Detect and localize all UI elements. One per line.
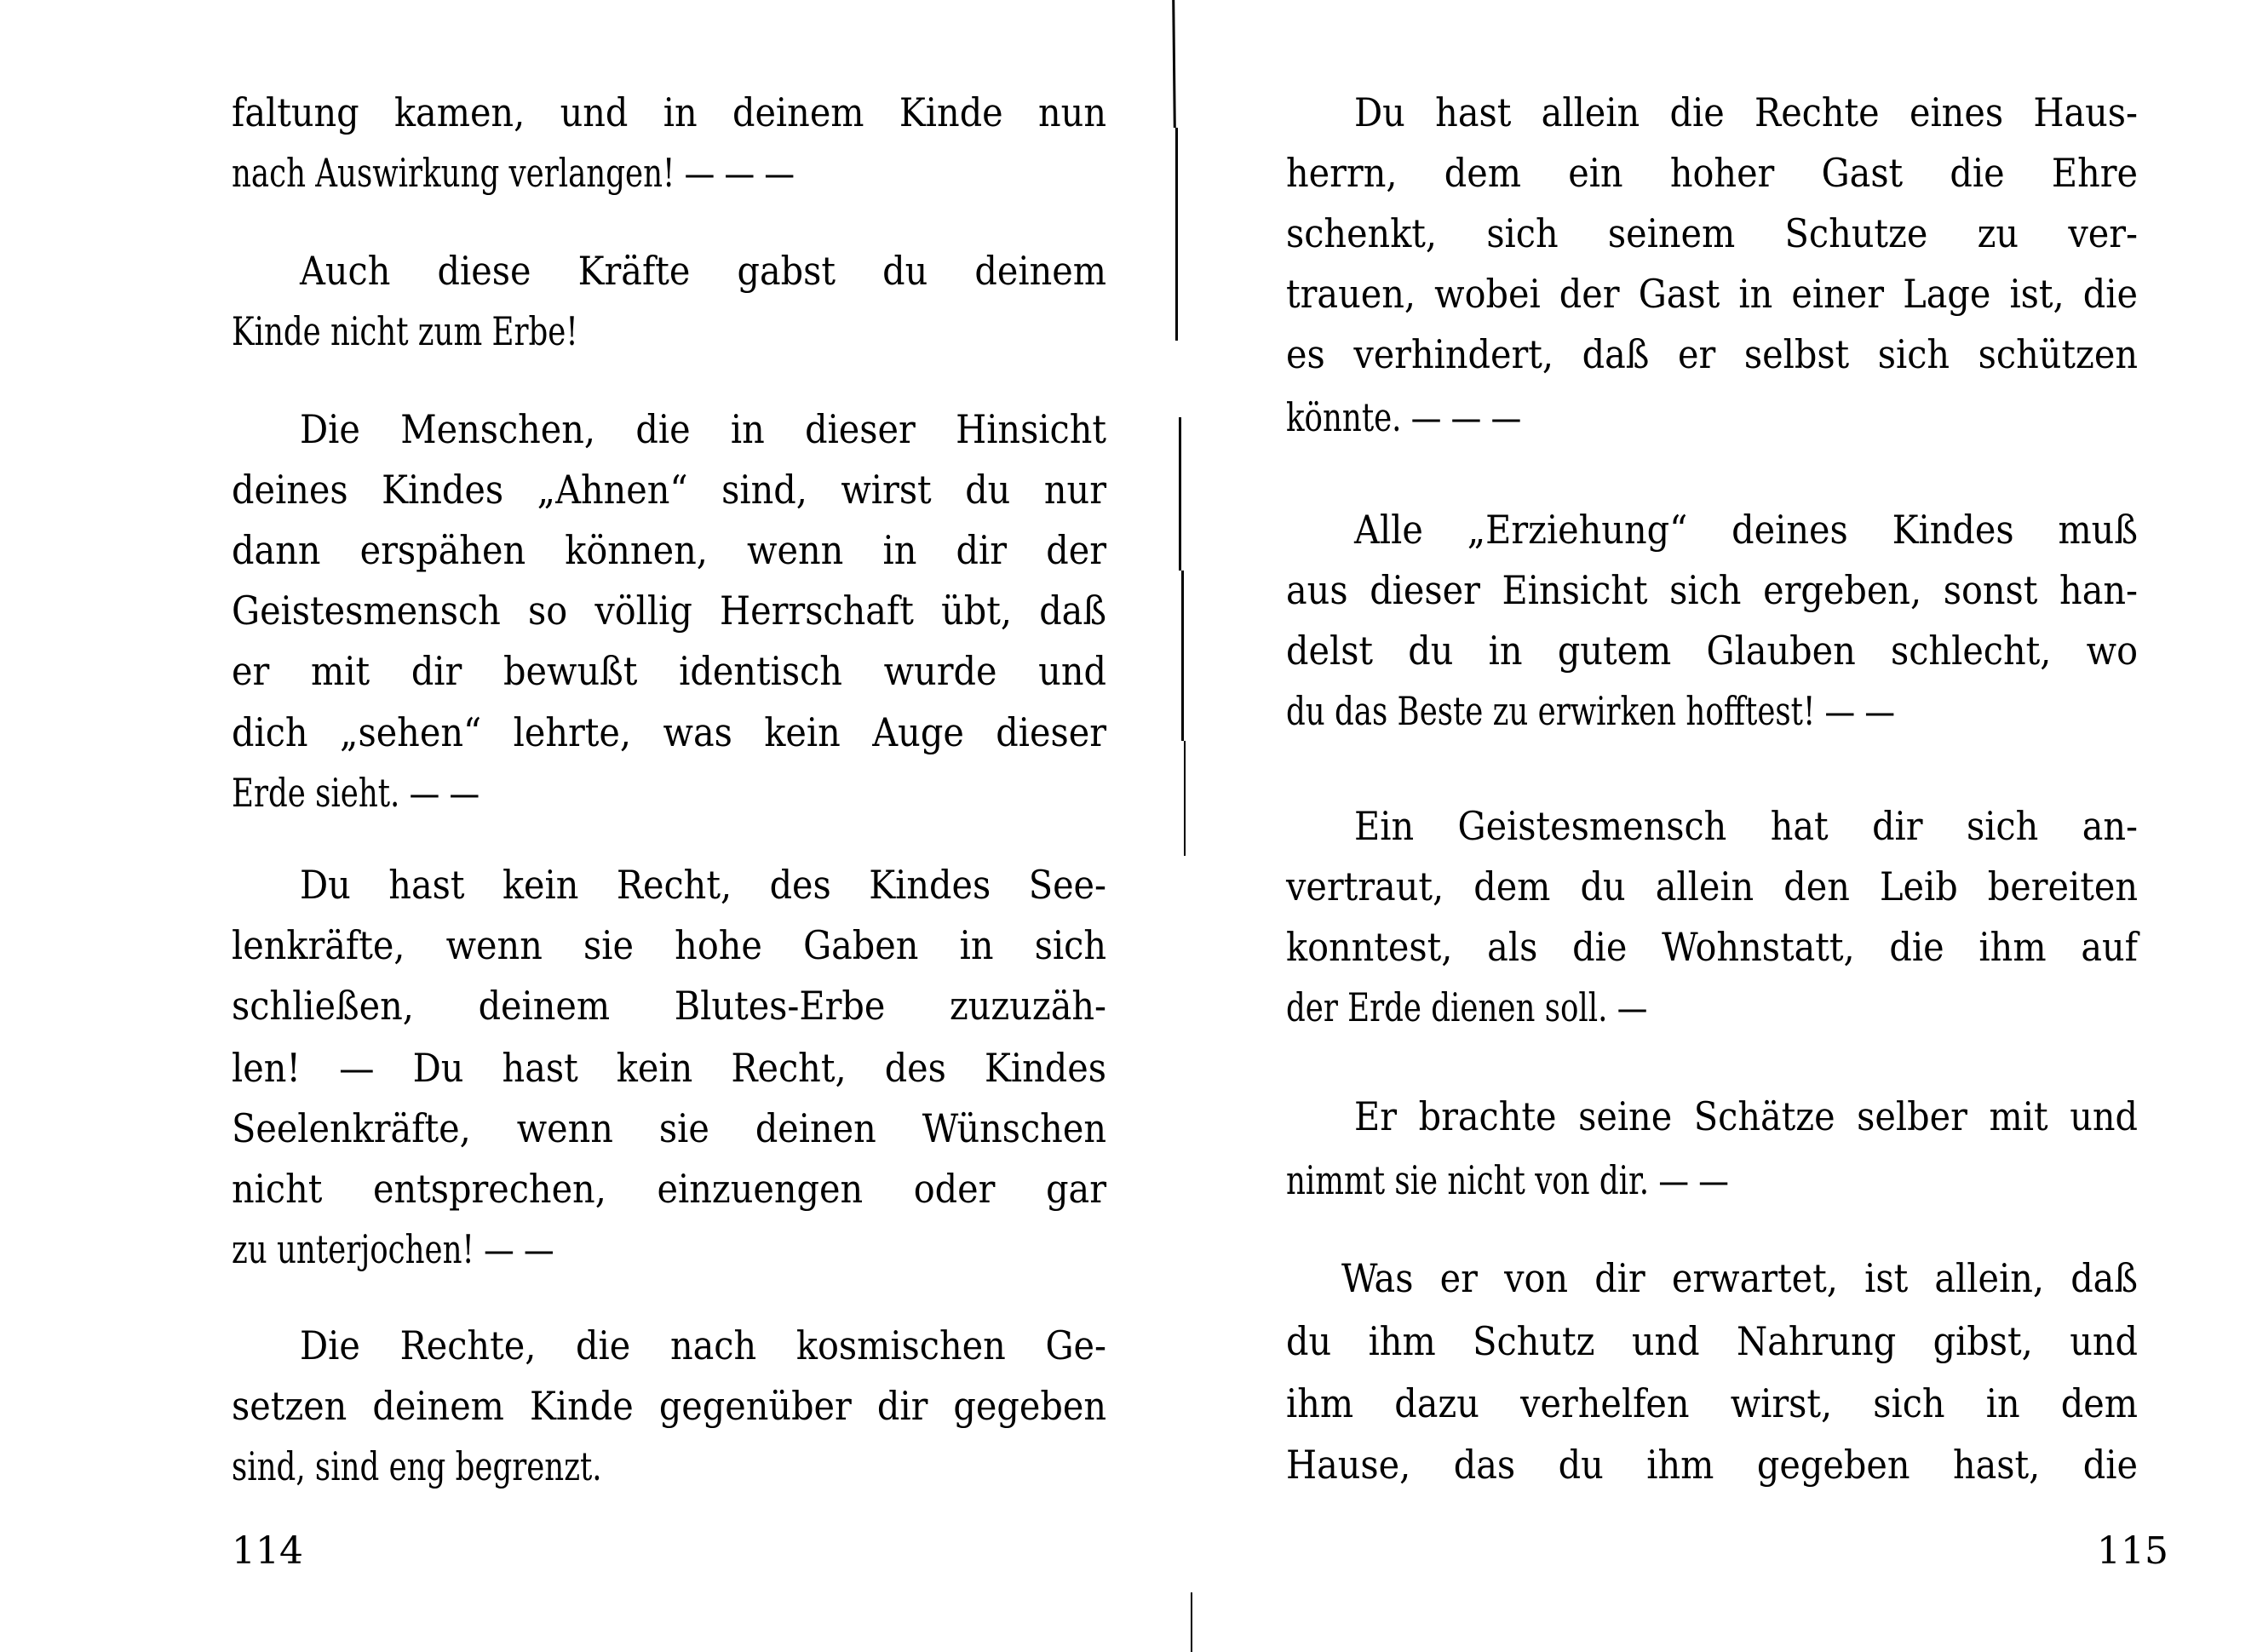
- text-line: aus dieser Einsicht sich ergeben, sonst han-: [1286, 567, 2138, 613]
- page-number: 114: [232, 1529, 303, 1573]
- text-line: Du hast allein die Rechte eines Haus-: [1354, 89, 2138, 135]
- text-line: schenkt, sich seinem Schutze zu ver-: [1286, 210, 2138, 256]
- text-line: konntest, als die Wohnstatt, die ihm auf: [1286, 924, 2138, 970]
- text-line: Auch diese Kräfte gabst du deinem: [300, 248, 1106, 294]
- text-line: Geistesmensch so völlig Herrschaft übt, daß: [232, 588, 1106, 634]
- text-line: ihm dazu verhelfen wirst, sich in dem: [1286, 1380, 2138, 1426]
- text-line: vertraut, dem du allein den Leib bereiten: [1286, 863, 2138, 909]
- text-line: zu unterjochen! — —: [232, 1226, 554, 1272]
- text-line: der Erde dienen soll. —: [1286, 984, 1648, 1030]
- page-number: 115: [2097, 1529, 2168, 1573]
- text-line: len! — Du hast kein Recht, des Kindes: [232, 1045, 1106, 1091]
- text-line: herrn, dem ein hoher Gast die Ehre: [1286, 150, 2138, 196]
- text-line: dann erspähen können, wenn in dir der: [232, 527, 1106, 573]
- text-line: könnte. — — —: [1286, 394, 1522, 440]
- text-line: dich „sehen“ lehrte, was kein Auge dieser: [232, 709, 1106, 755]
- text-line: sind, sind eng begrenzt.: [232, 1443, 602, 1489]
- text-line: nach Auswirkung verlangen! — — —: [232, 150, 795, 196]
- text-line: Was er von dir erwartet, ist allein, daß: [1341, 1255, 2138, 1301]
- text-line: Alle „Erziehung“ deines Kindes muß: [1354, 507, 2138, 553]
- text-line: nicht entsprechen, einzuengen oder gar: [232, 1166, 1106, 1212]
- text-line: Die Rechte, die nach kosmischen Ge-: [300, 1322, 1106, 1368]
- text-line: trauen, wobei der Gast in einer Lage ist, die: [1286, 271, 2138, 317]
- text-line: Kinde nicht zum Erbe!: [232, 308, 578, 354]
- text-line: delst du in gutem Glauben schlecht, wo: [1286, 628, 2138, 674]
- text-line: faltung kamen, und in deinem Kinde nun: [232, 89, 1106, 135]
- text-line: Ein Geistesmensch hat dir sich an-: [1354, 803, 2138, 849]
- text-line: es verhindert, daß er selbst sich schützen: [1286, 331, 2138, 377]
- text-line: er mit dir bewußt identisch wurde und: [232, 648, 1106, 694]
- text-line: schließen, deinem Blutes-Erbe zuzuzäh-: [232, 983, 1106, 1029]
- text-line: Erde sieht. — —: [232, 770, 480, 816]
- text-line: du ihm Schutz und Nahrung gibst, und: [1286, 1318, 2138, 1364]
- text-line: du das Beste zu erwirken hofftest! — —: [1286, 688, 1896, 734]
- text-line: lenkräfte, wenn sie hohe Gaben in sich: [232, 922, 1106, 968]
- right-page: [1175, 0, 2257, 1652]
- text-line: Hause, das du ihm gegeben hast, die: [1286, 1442, 2138, 1488]
- text-line: deines Kindes „Ahnen“ sind, wirst du nur: [232, 467, 1106, 513]
- text-line: setzen deinem Kinde gegenüber dir gegeben: [232, 1383, 1106, 1429]
- text-line: Die Menschen, die in dieser Hinsicht: [300, 406, 1106, 452]
- text-line: nimmt sie nicht von dir. — —: [1286, 1157, 1729, 1203]
- text-line: Er brachte seine Schätze selber mit und: [1354, 1093, 2138, 1139]
- text-line: Du hast kein Recht, des Kindes See-: [300, 862, 1106, 908]
- text-line: Seelenkräfte, wenn sie deinen Wünschen: [232, 1105, 1106, 1151]
